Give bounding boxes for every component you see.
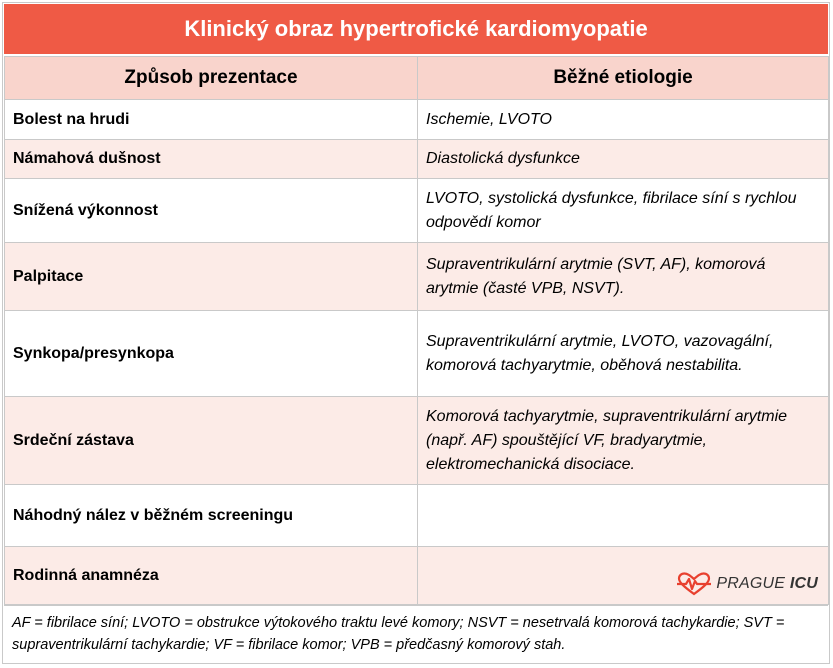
presentation-cell: Námahová dušnost xyxy=(5,140,418,179)
presentation-cell: Snížená výkonnost xyxy=(5,179,418,243)
header-row xyxy=(5,57,829,100)
presentation-cell: Bolest na hrudi xyxy=(5,100,418,140)
etiology-cell: Ischemie, LVOTO xyxy=(418,100,829,140)
etiology-cell: LVOTO, systolická dysfunkce, fibrilace síní s rychlou odpovědí komor xyxy=(418,179,829,243)
etiology-cell: Diastolická dysfunkce xyxy=(418,140,829,179)
etiology-cell xyxy=(418,485,829,547)
etiology-cell: Supraventrikulární arytmie, LVOTO, vazovagální, komorová tachyarytmie, oběhová nestabilita. xyxy=(418,311,829,397)
prague-icu-logo xyxy=(677,572,818,596)
table-title: Klinický obraz hypertrofické kardiomyopatie xyxy=(4,4,828,54)
header-presentation: Způsob prezentace xyxy=(5,57,418,100)
table-row xyxy=(5,311,829,397)
presentation-table xyxy=(4,56,829,605)
presentation-cell: Palpitace xyxy=(5,243,418,311)
presentation-cell: Náhodný nález v běžném screeningu xyxy=(5,485,418,547)
abbreviations-footnote: AF = fibrilace síní; LVOTO = obstrukce výtokového traktu levé komory; NSVT = nesetrvalá komorová tachykardie; SVT = supraventrikulární tachykardie; VF = fibrilace komor; VPB = předčasný komorový stah. xyxy=(4,605,828,662)
etiology-cell: Supraventrikulární arytmie (SVT, AF), komorová arytmie (časté VPB, NSVT). xyxy=(418,243,829,311)
table-row xyxy=(5,140,829,179)
table-row xyxy=(5,485,829,547)
header-etiology: Běžné etiologie xyxy=(418,57,829,100)
etiology-cell xyxy=(418,547,829,605)
etiology-cell: Komorová tachyarytmie, supraventrikulární arytmie (např. AF) spouštějící VF, bradyarytmie, elektromechanická disociace. xyxy=(418,397,829,485)
logo-word-icu: ICU xyxy=(789,575,818,592)
table-row xyxy=(5,547,829,605)
table-row xyxy=(5,100,829,140)
heart-ecg-icon xyxy=(677,572,711,596)
logo-word-prague: PRAGUE xyxy=(716,575,786,592)
table-row xyxy=(5,179,829,243)
presentation-cell: Synkopa/presynkopa xyxy=(5,311,418,397)
table-row xyxy=(5,397,829,485)
presentation-cell: Rodinná anamnéza xyxy=(5,547,418,605)
logo-text xyxy=(716,572,818,596)
table-row xyxy=(5,243,829,311)
presentation-cell: Srdeční zástava xyxy=(5,397,418,485)
